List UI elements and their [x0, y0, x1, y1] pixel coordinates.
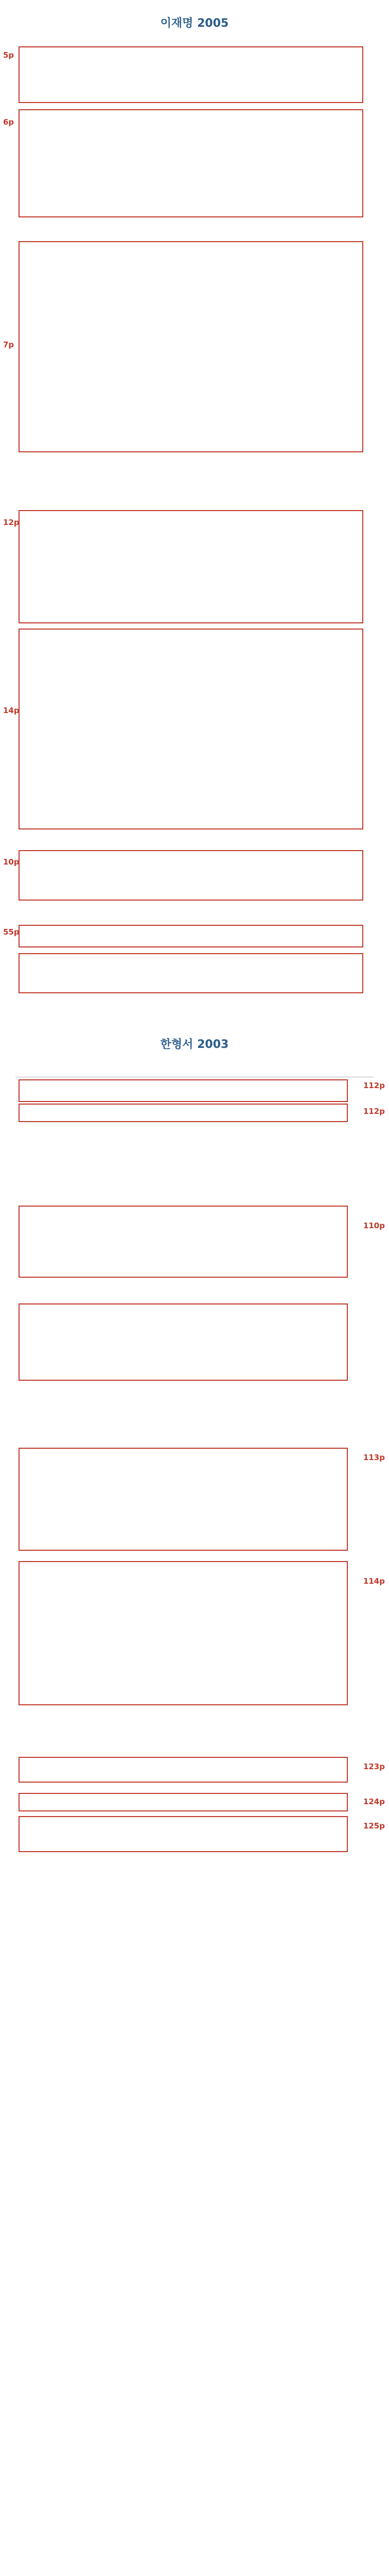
page-label: 110p — [363, 1221, 385, 1230]
page-label: 5p — [3, 50, 14, 60]
page-label: 123p — [363, 1762, 385, 1771]
section-title-second: 한형서 2003 — [160, 1038, 229, 1051]
page-label: 55p — [3, 927, 20, 937]
annotation-box — [19, 510, 363, 623]
page-label: 114p — [363, 1577, 385, 1586]
page-label: 7p — [3, 340, 14, 349]
annotation-box — [19, 241, 363, 452]
annotation-box — [19, 1757, 348, 1783]
annotation-box — [19, 1793, 348, 1811]
annotation-box — [19, 1561, 348, 1705]
annotation-box — [19, 953, 363, 993]
page-label: 14p — [3, 706, 20, 715]
annotation-box — [19, 1448, 348, 1551]
page-label: 112p — [363, 1107, 385, 1116]
page-label: 124p — [363, 1797, 385, 1806]
annotation-box — [19, 109, 363, 217]
page-label: 112p — [363, 1081, 385, 1090]
page-label: 6p — [3, 117, 14, 127]
annotation-box — [19, 1206, 348, 1278]
section-title-first: 이재명 2005 — [160, 17, 229, 30]
annotation-box — [19, 1104, 348, 1122]
annotation-box — [19, 1816, 348, 1852]
page-label: 10p — [3, 857, 20, 867]
annotation-box — [19, 629, 363, 829]
annotation-box — [19, 46, 363, 103]
page-label: 113p — [363, 1453, 385, 1462]
annotation-box — [19, 1079, 348, 1102]
page-label: 12p — [3, 518, 20, 527]
annotation-box — [19, 1303, 348, 1381]
annotation-box — [19, 925, 363, 947]
annotation-box — [19, 850, 363, 901]
page-label: 125p — [363, 1821, 385, 1831]
